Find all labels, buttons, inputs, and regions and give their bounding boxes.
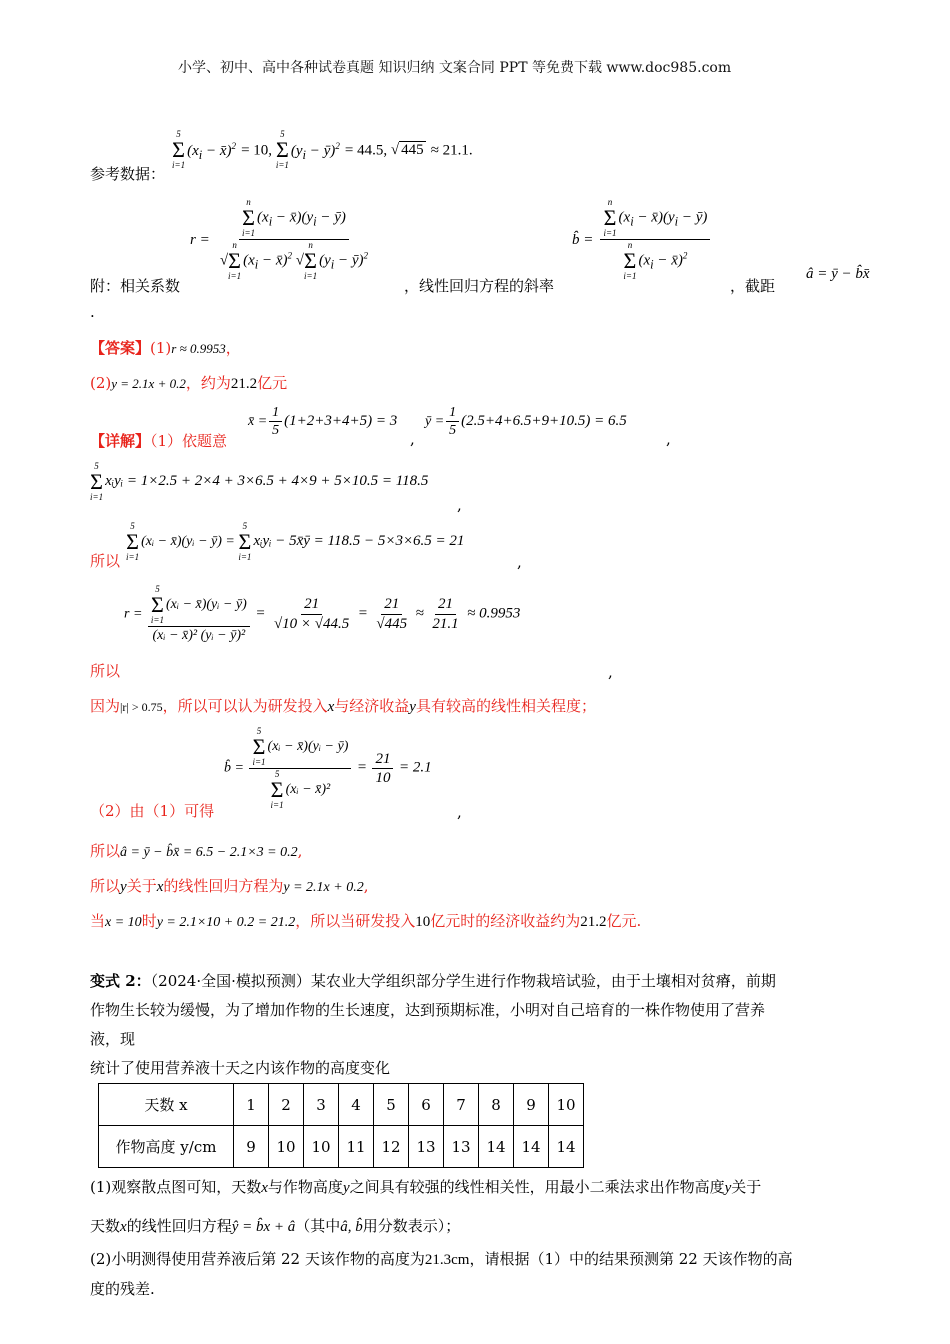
reference-label: 参考数据： [90,165,166,183]
question-1-line-2: 天数x的线性回归方程ŷ = b̂x + â（其中â, b̂用分数表示）； [90,1217,461,1235]
calc: y = 2.1×10 + 0.2 = 21.2 [156,915,296,930]
b-den: (xᵢ − x̄)² [285,782,331,798]
table-cell: 9 [514,1084,549,1126]
a-line: 所以â = ȳ − b̂x̄ = 6.5 − 2.1×3 = 0.2, [90,842,303,860]
r-21-a: 21 [301,596,322,615]
final-text2: 亿元时的经济收益约为 [430,912,581,930]
answer-comma: ， [225,339,241,357]
approx-value: ≈ 21.1. [430,142,473,159]
correlation-formula: r = n Σ i=1 ($x_i$ − $x̄)(y_i$ − ȳ) √ n Σ i=1 ($x_i$ − x̄)$^2$ √ n Σ i=1 ($y_i$ − ȳ)$^2$ [190,197,369,281]
a-eq: â = ȳ − b̂x̄ = 6.5 − 2.1×3 = 0.2 [120,845,298,860]
ybar-eq: ȳ = [425,414,445,430]
var-y: y [409,699,416,715]
table-cell: 12 [374,1126,409,1168]
r-den4: 21.1 [432,615,459,632]
because-text: ，所以可以认为研发投入 [162,697,328,715]
q2-a: (2)小明测得使用营养液后第 22 天该作物的高度为 [90,1250,425,1268]
step-2: （2）由（1）可得 [90,802,215,820]
r-den2: √10 × √44.5 [273,615,350,632]
sum-xy: xᵢyᵢ = 1×2.5 + 2×4 + 3×6.5 + 4×9 + 5×10.5 = 118.5 [105,473,429,490]
comma-4: , [517,553,522,571]
var-x: x [327,699,335,715]
so-2: 所以 [90,662,121,680]
xbar-num: 1 [269,405,282,422]
r-den3: √445 [376,615,408,632]
appendix-prefix: 附：相关系数 [90,277,181,295]
sxy-eq: (xᵢ − x̄)(yᵢ − ȳ) = [141,534,235,550]
table-cell: 14 [479,1126,514,1168]
question-1-line-1: (1)观察散点图可知，天数x与作物高度y之间具有较强的线性相关性，用最小二乘法求出作物高度y关于 [90,1178,762,1196]
table-cell: 14 [549,1126,584,1168]
q1-eq: ŷ = b̂x + â [231,1219,296,1235]
abs-r: |r| > 0.75 [120,700,163,714]
answer-value: 21.2 [230,376,258,392]
table-cell: 13 [409,1126,444,1168]
detail-label: 【详解】 [90,432,151,450]
table-cell: 4 [339,1084,374,1126]
answer-equation: y = 2.1x + 0.2 [111,376,186,391]
variant-label: 变式 2： [90,972,151,990]
table-cell: 11 [339,1126,374,1168]
table-cell: 1 [234,1084,269,1126]
answer-r: r ≈ 0.9953 [171,341,226,356]
q1-c: 之间具有较强的线性相关性，用最小二乘法求出作物高度 [349,1178,725,1196]
table-cell: 7 [444,1084,479,1126]
final-line [90,910,641,931]
table-cell: 2 [269,1084,304,1126]
answer-unit: 亿元 [257,374,288,392]
appendix-dot: . [90,303,95,321]
answer-label: 【答案】 [90,339,151,357]
corr-text: 具有较高的线性相关程度； [415,697,596,715]
so-3: 所以 [90,842,121,860]
table-row-days [99,1084,584,1126]
answer-part2: (2) [90,374,112,392]
slope-formula: b̂ = n Σ i=1 ($x_i$ − $x̄)(y_i$ − ȳ) n Σ i=1 ($x_i$ − x̄)$^2$ [572,198,712,281]
comma-1: , [410,430,415,448]
table-cell: 10 [304,1126,339,1168]
comma-5: , [608,663,613,681]
sxy-formula: 5 Σ i=1 (xᵢ − x̄)(yᵢ − ȳ) = 5 Σ i=1 xᵢyᵢ − 5x̄ȳ = 118.5 − 5×3×6.5 = 21 [126,521,465,562]
final-text: ，所以当研发投入 [295,912,416,930]
comma-2: , [666,430,671,448]
answer-part1: (1) [150,339,172,357]
answer-about: ，约为 [185,374,231,392]
when-t: 时 [141,912,157,930]
xbar-rest: (1+2+3+4+5) = 3 [284,413,398,430]
table-cell: 5 [374,1084,409,1126]
so-1: 所以 [90,552,121,570]
ybar-formula: ȳ = $\frac{1}{5}$ (2.5+4+6.5+9+10.5) = 6.5 [425,405,627,439]
when: 当 [90,912,106,930]
variant-line1: （2024·全国·模拟预测）某农业大学组织部分学生进行作物栽培试验，由于土壤相对贫瘠，前期 [150,972,776,990]
b-10: 10 [375,770,391,786]
r-num: (xᵢ − x̄)(yᵢ − ȳ) [165,597,247,613]
table-cell: 10 [549,1084,584,1126]
table-cell: 10 [269,1126,304,1168]
ybar-rest: (2.5+4+6.5+9+10.5) = 6.5 [461,413,627,430]
detail-step1: （1）依题意 [150,432,228,450]
final-val: 21.2 [580,914,607,930]
variant-line-2: 作物生长较为缓慢，为了增加作物的生长速度，达到预期标准，小明对自己培育的一株作物使用了营养 [90,1001,766,1019]
x10: x = 10 [105,915,142,930]
r-den: (xᵢ − x̄)² (yᵢ − ȳ)² [152,628,246,643]
comma-3: , [457,496,462,514]
q1-e: 天数 [90,1217,121,1235]
reg-eq: y = 2.1x + 0.2 [283,880,364,895]
q1-a: (1)观察散点图可知，天数 [90,1178,262,1196]
sqrt-value: 445 [401,142,424,158]
table-header-days: 天数 x [99,1084,234,1126]
reg-text: 的线性回归方程为 [163,877,284,895]
table-row-heights [99,1126,584,1168]
table-cell: 6 [409,1084,444,1126]
question-2-line-2: 度的残差. [90,1280,155,1298]
table-cell: 3 [304,1084,339,1126]
variant-line-3: 液，现 [90,1030,136,1048]
so-4: 所以 [90,877,121,895]
q1-f: 的线性回归方程 [126,1217,232,1235]
final-unit: 亿元. [606,912,642,930]
b-eq: b̂ = [224,760,244,776]
q1-g: （其中 [295,1217,341,1235]
q1-b: 与作物高度 [267,1178,343,1196]
b-calc-formula: b̂ = 5 Σ i=1 (xᵢ − x̄)(yᵢ − ȳ) 5 Σ i=1 (xᵢ − x̄)² = $\frac{21}{10}$ = 2.1 [224,726,432,810]
table-cell: 9 [234,1126,269,1168]
table-cell: 13 [444,1126,479,1168]
comma-6: , [457,803,462,821]
xbar-eq: x̄ = [248,414,268,430]
xbar-den: 5 [272,423,280,439]
table-cell: 8 [479,1084,514,1126]
appendix-suffix: ，截距 [730,277,776,295]
variant-line-1 [90,970,776,991]
table-cell: 14 [514,1126,549,1168]
xbar-formula [248,405,397,439]
b-val: = 2.1 [398,759,432,776]
b-21: 21 [372,751,393,770]
question-2-line-1 [90,1248,793,1269]
page-header: 小学、初中、高中各种试卷真题 知识归纳 文案合同 PPT 等免费下载 www.doc985.com [178,60,732,76]
detail-line-1 [90,430,227,451]
r-calc-formula: r = 5 Σ i=1 (xᵢ − x̄)(yᵢ − ȳ) (xᵢ − x̄)² (yᵢ − ȳ)² = $\frac{21}{√10 \times √44.5}$ = $\frac{21}{√445}$ ≈ $\frac{21}{21.1}$ ≈ 0.9953 [124,584,521,643]
q1-d: 关于 [731,1178,762,1196]
r-approx: ≈ 0.9953 [467,605,521,622]
data-table [98,1083,584,1168]
answer-line-1 [90,337,241,358]
q1-ab: â, b̂ [340,1219,363,1235]
because-line [90,695,596,716]
q2-b: ，请根据（1）中的结果预测第 22 天该作物的高 [469,1250,793,1268]
because: 因为 [90,697,121,715]
q2-val: 21.3cm [424,1252,470,1268]
variant-line-4: 统计了使用营养液十天之内该作物的高度变化 [90,1059,391,1077]
reg-line: 所以y关于x的线性回归方程为y = 2.1x + 0.2, [90,877,369,895]
reference-formula: 5 Σ i=1 ($x_i$ − x̄)$^2$ = 10, 5 Σ i=1 ($y_i$ − ȳ)$^2$ = 44.5, √ 445 ≈ 21.1. [172,129,473,170]
sxy-rest: xᵢyᵢ − 5x̄ȳ = 118.5 − 5×3×6.5 = 21 [253,533,465,550]
ten: 10 [415,914,431,930]
table-header-heights: 作物高度 y/cm [99,1126,234,1168]
q1-h: 用分数表示）； [362,1217,461,1235]
and-text: 与经济收益 [334,697,410,715]
b-num: (xᵢ − x̄)(yᵢ − ȳ) [267,739,349,755]
sum-xy-formula: 5 Σ i=1 xᵢyᵢ = 1×2.5 + 2×4 + 3×6.5 + 4×9 + 5×10.5 = 118.5 [90,461,429,502]
answer-line-2 [90,372,287,393]
appendix-mid: ，线性回归方程的斜率 [404,277,555,295]
intercept-formula: â = ȳ − b̂x̄ [806,266,870,282]
about-x: 关于 [126,877,157,895]
r-eq: r = [124,606,143,622]
